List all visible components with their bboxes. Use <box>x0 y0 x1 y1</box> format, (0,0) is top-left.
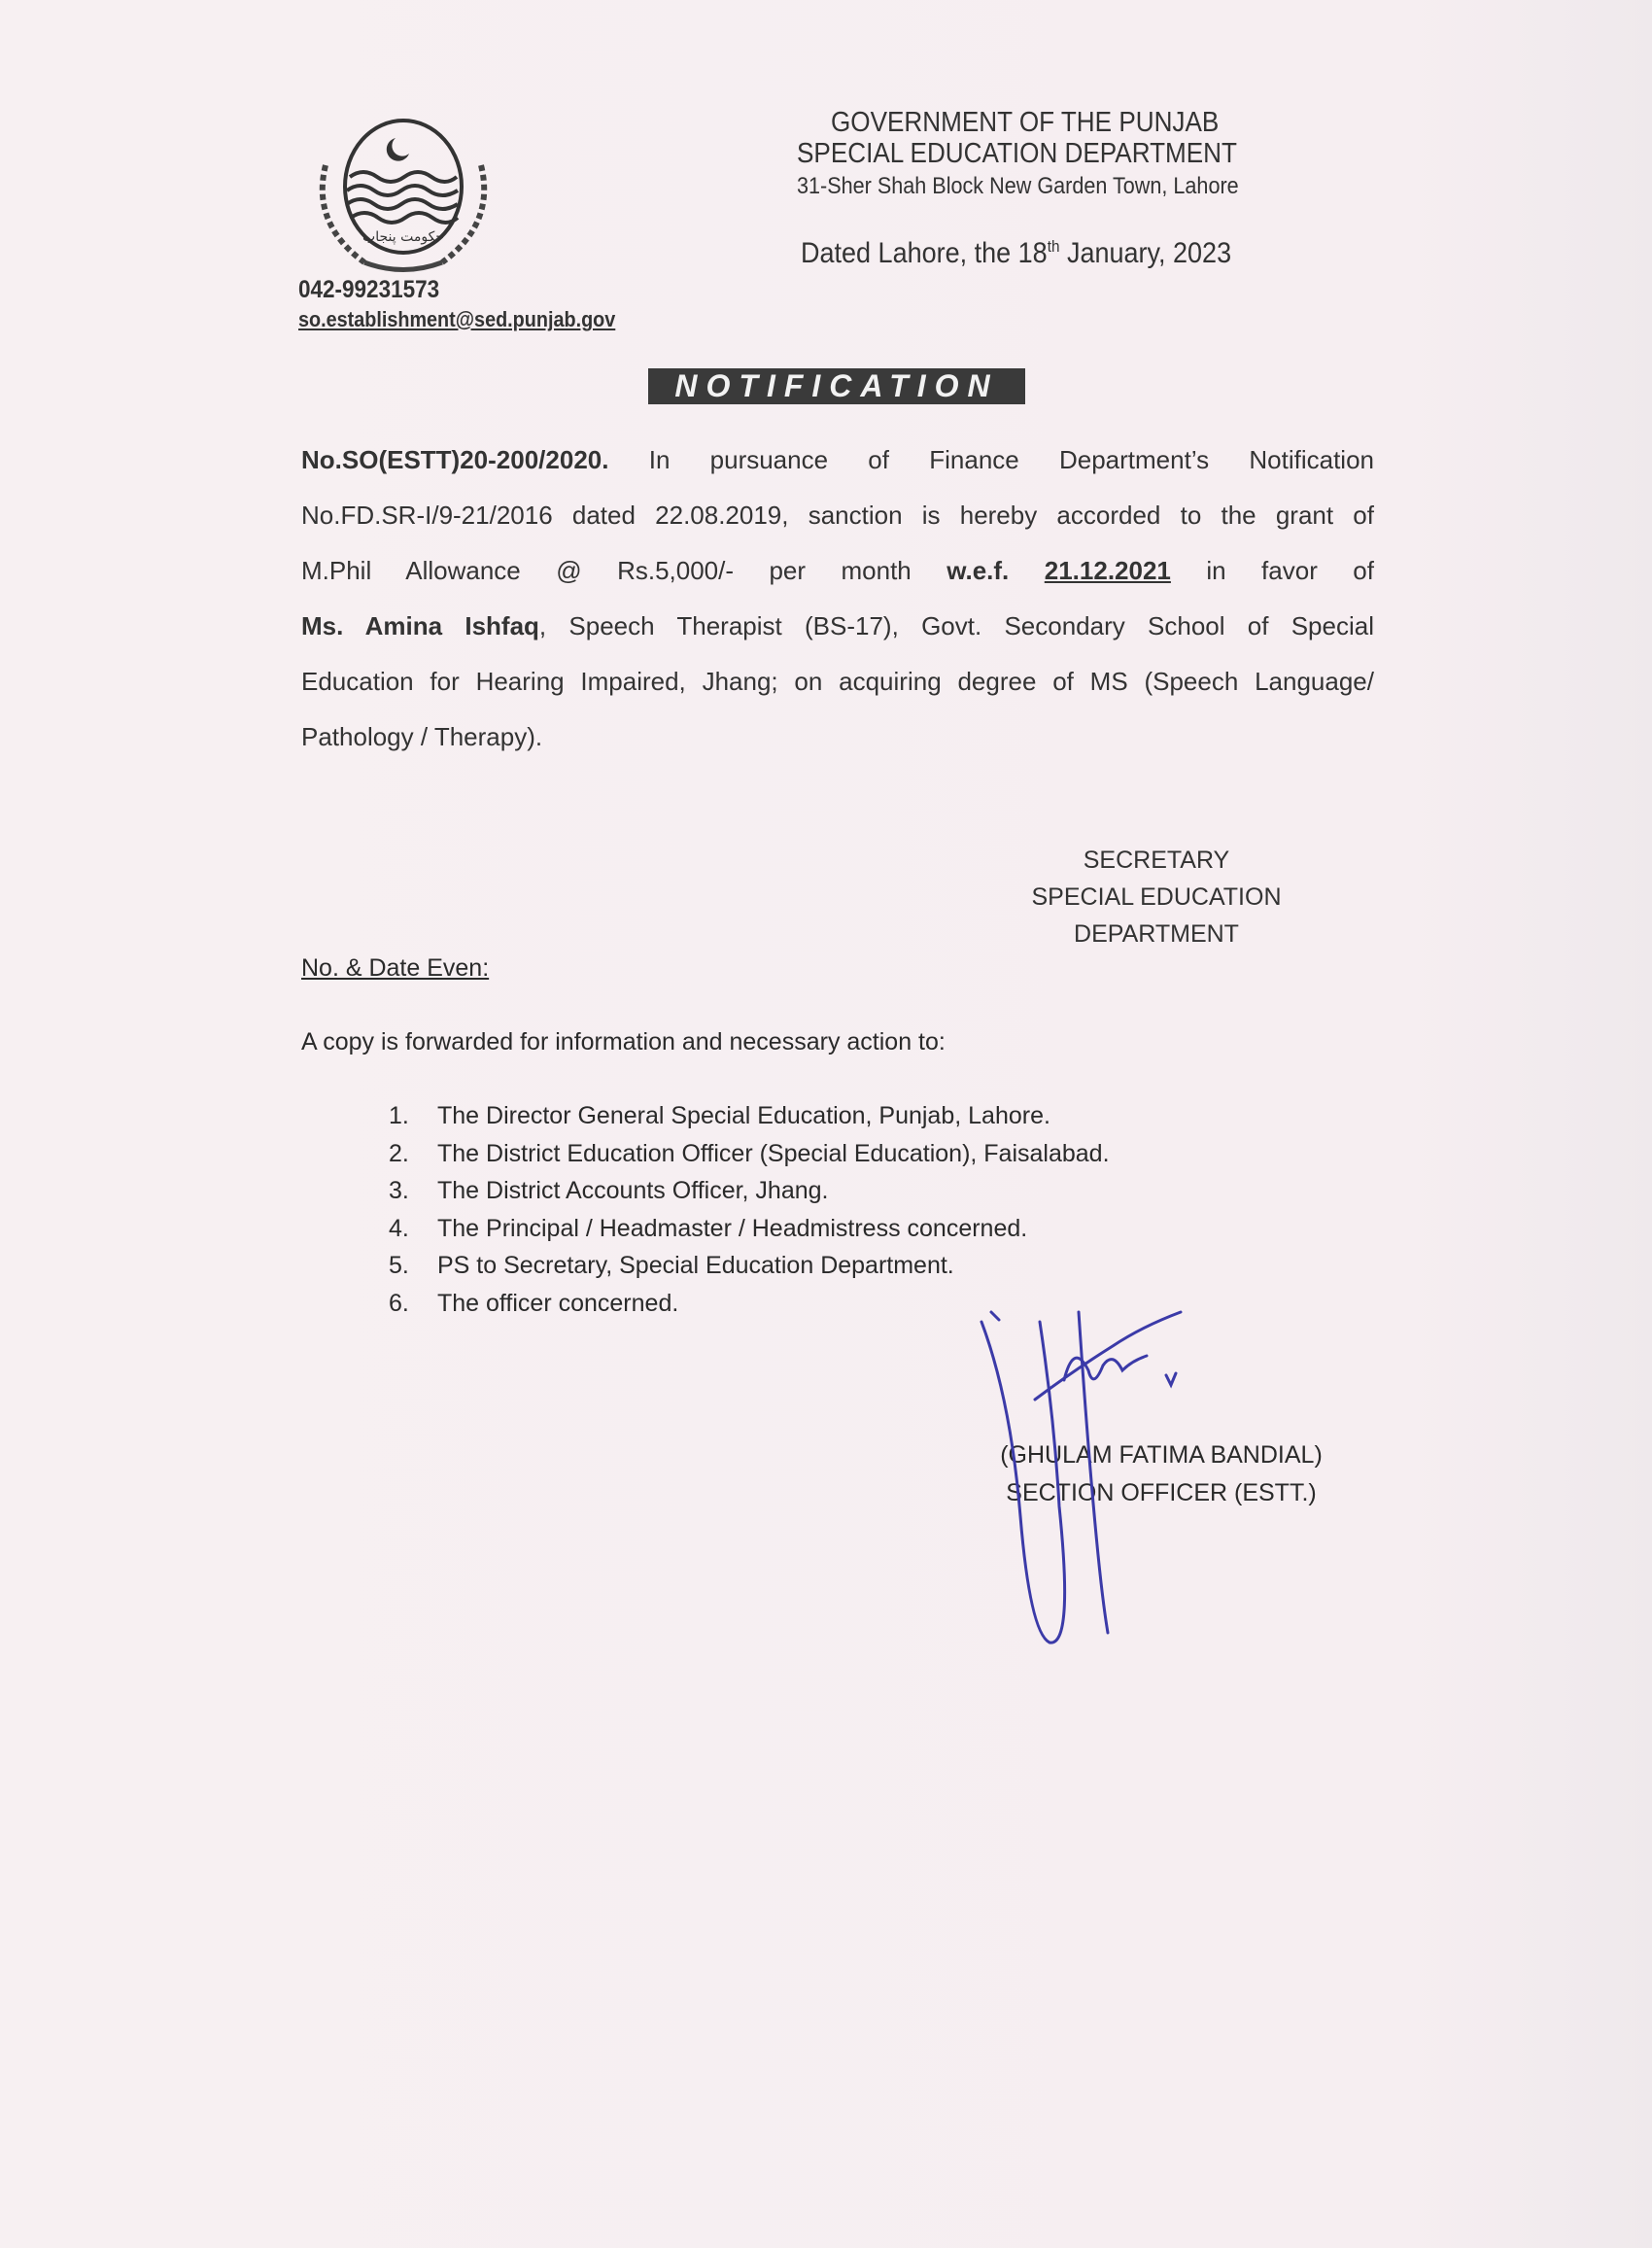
endorsement-intro: A copy is forwarded for information and necessary action to: <box>301 1028 946 1055</box>
item-text: The officer concerned. <box>437 1289 679 1317</box>
department-name: SPECIAL EDUCATION DEPARTMENT <box>797 138 1237 169</box>
item-text: The Principal / Headmaster / Headmistress concerned. <box>437 1214 1028 1242</box>
list-item <box>389 1177 1110 1215</box>
body-text: M.Phil Allowance @ Rs.5,000/- per month <box>301 556 947 585</box>
item-number: 1. <box>389 1102 409 1129</box>
notification-title: NOTIFICATION <box>648 368 1025 404</box>
document-date <box>801 237 1231 270</box>
item-text: The District Education Officer (Special Education), Faisalabad. <box>437 1139 1110 1167</box>
wef-label: w.e.f. <box>946 556 1010 585</box>
department-address: 31-Sher Shah Block New Garden Town, Lahore <box>797 173 1239 199</box>
date-prefix: Dated Lahore, the 18 <box>801 237 1048 269</box>
list-item <box>389 1140 1110 1178</box>
employee-name: Ms. Amina Ishfaq <box>301 611 539 640</box>
item-number: 5. <box>389 1252 409 1279</box>
secretary-block <box>972 842 1341 952</box>
body-line: Education for Hearing Impaired, Jhang; on acquiring degree of MS (Speech Language/ <box>301 667 1374 696</box>
punjab-government-logo <box>306 117 500 277</box>
officer-designation: SECTION OFFICER (ESTT.) <box>1006 1479 1317 1506</box>
body-text: In pursuance of Finance Department’s Notification <box>608 445 1374 474</box>
handwritten-signature <box>962 1283 1215 1672</box>
body-line: Pathology / Therapy). <box>301 722 543 751</box>
endorsement-heading: No. & Date Even: <box>301 954 490 982</box>
government-title: GOVERNMENT OF THE PUNJAB <box>831 107 1220 138</box>
date-suffix: January, 2023 <box>1059 237 1232 269</box>
item-number: 4. <box>389 1214 409 1242</box>
item-number: 3. <box>389 1177 409 1204</box>
reference-number: No.SO(ESTT)20-200/2020. <box>301 445 609 474</box>
item-number: 6. <box>389 1289 409 1317</box>
item-number: 2. <box>389 1139 409 1167</box>
body-line <box>301 556 1374 586</box>
date-sup: th <box>1047 237 1060 256</box>
body-line <box>301 611 1374 641</box>
item-text: PS to Secretary, Special Education Department. <box>437 1252 954 1279</box>
secretary-line: SECRETARY <box>1083 847 1230 874</box>
officer-name: (GHULAM FATIMA BANDIAL) <box>1000 1441 1323 1469</box>
list-item <box>389 1215 1110 1253</box>
body-text: , Speech Therapist (BS-17), Govt. Secondary School of Special <box>538 611 1374 640</box>
item-text: The Director General Special Education, Punjab, Lahore. <box>437 1102 1050 1129</box>
secretary-line: DEPARTMENT <box>1074 920 1239 948</box>
phone-number: 042-99231573 <box>298 276 440 303</box>
body-line: No.FD.SR-I/9-21/2016 dated 22.08.2019, sanction is hereby accorded to the grant of <box>301 501 1374 530</box>
item-text: The District Accounts Officer, Jhang. <box>437 1177 829 1204</box>
email-address: so.establishment@sed.punjab.gov <box>298 307 616 331</box>
body-line <box>301 445 1374 475</box>
list-item <box>389 1102 1110 1140</box>
effective-date: 21.12.2021 <box>1044 556 1171 585</box>
secretary-line: SPECIAL EDUCATION <box>1031 883 1282 911</box>
body-text: in favor of <box>1170 556 1374 585</box>
svg-text:حکومت پنجاب: حکومت پنجاب <box>362 229 444 245</box>
